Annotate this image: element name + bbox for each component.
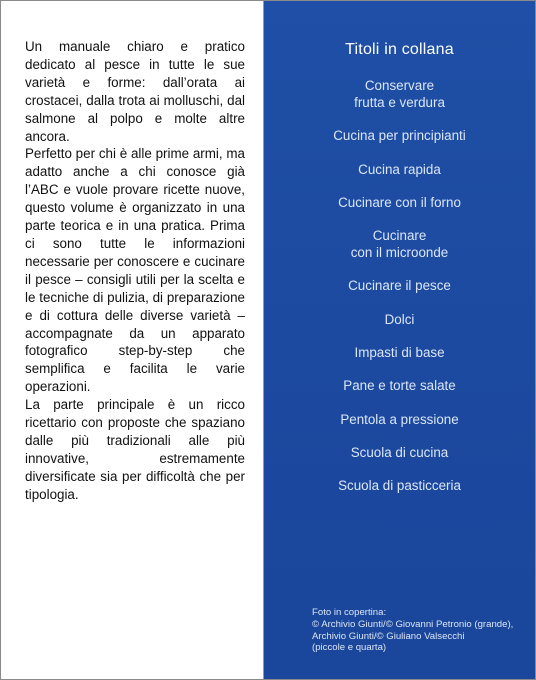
description-panel (1, 1, 263, 679)
description-paragraph: Un manuale chiaro e pratico dedicato al pesce in tutte le sue varietà e forme: dall’orata ai crostacei, dalla trota ai molluschi, dal salmone al polpo e molte altre ancora. (25, 39, 245, 144)
series-item: Cucina rapida (358, 161, 441, 177)
series-item: Cucinare il pesce (348, 278, 451, 294)
series-item: Pentola a pressione (340, 411, 459, 427)
series-item: Impasti di base (354, 345, 445, 361)
series-item: Cucinare con il forno (338, 194, 461, 210)
description-paragraph: Perfetto per chi è alle prime armi, ma adatto anche a chi conosce già l’ABC e vuole provare ricette nuove, questo volume è organizzato in una parte teorica e in una pratica. Prima ci sono tutte le informazioni necessarie per conoscere e cucinare il pesce – consigli utili per la scelta e le tecniche di pulizia, di preparazione e di cottura delle diverse varietà – accompagnate da un apparato fotografico step-by-step che semplifica e facilita le varie operazioni. (25, 146, 245, 395)
series-item: Dolci (384, 311, 415, 327)
description-text (25, 38, 245, 504)
series-item: Conservare frutta e verdura (354, 78, 445, 110)
series-list (264, 77, 535, 511)
series-title: Titoli in collana (345, 41, 454, 58)
series-item: Cucina per principianti (333, 128, 466, 144)
series-panel (264, 1, 535, 679)
series-item: Cucinare con il microonde (350, 228, 449, 261)
series-item: Scuola di pasticceria (338, 478, 461, 494)
series-item: Scuola di cucina (350, 444, 449, 460)
description-paragraph: La parte principale è un ricco ricettario con proposte che spaziano dalle più tradizionali alle più innovative, estremamente diversificate sia per difficoltà che per tipologia. (25, 397, 245, 502)
photo-credits: Foto in copertina: © Archivio Giunti/© Giovanni Petronio (grande), Archivio Giunti/© Giuliano Valsecchi (piccole e quarta) (312, 607, 514, 654)
series-item: Pane e torte salate (343, 378, 456, 394)
